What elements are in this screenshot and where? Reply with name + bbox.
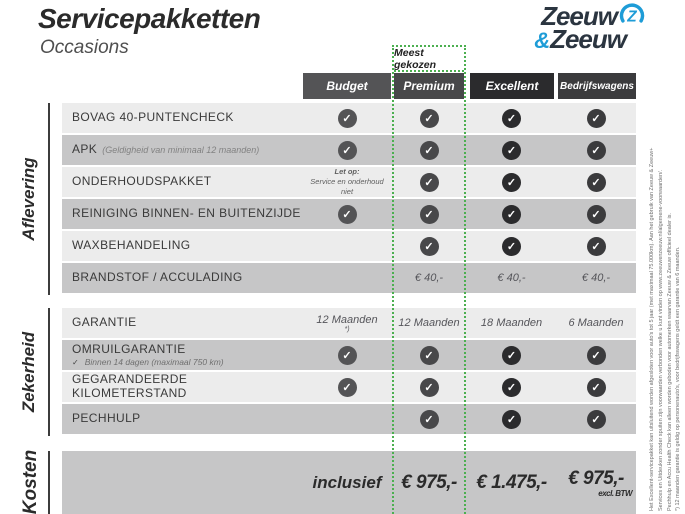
check-icon: ✓ bbox=[502, 378, 521, 397]
package-cell bbox=[391, 346, 467, 365]
check-icon: ✓ bbox=[502, 173, 521, 192]
package-cell bbox=[391, 141, 467, 160]
aflevering-rows bbox=[62, 103, 636, 295]
check-icon: ✓ bbox=[502, 237, 521, 256]
row-note: (Geldigheid van minimaal 12 maanden) bbox=[102, 145, 260, 156]
fineprint bbox=[648, 97, 683, 511]
fineprint-line: Het Excellent-servicepakket kan uitsluitend worden afgesloten voor auto's tot 5 jaar (met maximaal 75.000km). Aan het gebruik van Zeeuw & Zeeuw+ bbox=[649, 147, 655, 511]
check-icon: ✓ bbox=[420, 173, 439, 192]
check-icon: ✓ bbox=[587, 237, 606, 256]
check-icon: ✓ bbox=[420, 141, 439, 160]
package-cell bbox=[467, 410, 556, 429]
package-cell bbox=[303, 141, 391, 160]
fineprint-line: Services en Uitdeuken zonder spuiten zijn voorwaarden verbonden welke u kunt vinden op www.zeeuwenzeeuw.nl/algemene-voorwaarden/. bbox=[657, 169, 664, 511]
check-icon: ✓ bbox=[502, 410, 521, 429]
package-cell bbox=[303, 346, 391, 365]
package-cell bbox=[556, 237, 636, 256]
package-cell bbox=[556, 173, 636, 192]
meest-gekozen-badge: Meest gekozen bbox=[394, 47, 464, 72]
table-row-apk bbox=[62, 135, 636, 165]
table-row-omruilgarantie bbox=[62, 340, 636, 370]
check-icon: ✓ bbox=[502, 205, 521, 224]
package-cell: 12 Maanden *) bbox=[316, 313, 378, 333]
package-cell: 18 Maanden bbox=[480, 317, 543, 329]
package-cell: € 40,- bbox=[414, 272, 444, 284]
package-cell: 12 Maanden bbox=[398, 317, 460, 329]
package-cell bbox=[303, 205, 391, 224]
kosten-premium: € 975,- bbox=[401, 471, 457, 493]
fineprint-line: *) 12 maanden garantie is geldig op personenauto's, voor bedrijfswagens geldt een garantie van 6 maanden. bbox=[675, 246, 682, 511]
section-divider-zekerheid bbox=[48, 308, 50, 436]
package-cell: € 40,- bbox=[581, 272, 611, 284]
package-cell bbox=[556, 205, 636, 224]
row-label: PECHHULP bbox=[72, 411, 141, 426]
check-icon: ✓ bbox=[420, 378, 439, 397]
package-cell bbox=[391, 378, 467, 397]
package-cell bbox=[391, 410, 467, 429]
row-subnote: ✓ Binnen 14 dagen (maximaal 750 km) bbox=[72, 356, 224, 367]
page-title: Servicepakketten bbox=[38, 3, 261, 34]
check-icon: ✓ bbox=[587, 205, 606, 224]
row-label: REINIGING BINNEN- EN BUITENZIJDE bbox=[72, 206, 301, 221]
check-icon: ✓ bbox=[338, 141, 357, 160]
section-divider-aflevering bbox=[48, 103, 50, 295]
row-label: BOVAG 40-PUNTENCHECK bbox=[72, 110, 234, 125]
kosten-excellent: € 1.475,- bbox=[476, 471, 547, 493]
row-label: OMRUILGARANTIE ✓ Binnen 14 dagen (maximaal 750 km) bbox=[62, 343, 303, 368]
column-header-premium: Premium bbox=[394, 73, 464, 99]
package-cell bbox=[556, 410, 636, 429]
check-icon: ✓ bbox=[587, 378, 606, 397]
package-cell bbox=[556, 378, 636, 397]
check-icon: ✓ bbox=[587, 109, 606, 128]
svg-text:Z: Z bbox=[627, 8, 637, 26]
table-row-pechhulp bbox=[62, 404, 636, 434]
logo-word-bottom: Zeeuw bbox=[550, 24, 626, 54]
package-cell bbox=[303, 109, 391, 128]
check-icon: ✓ bbox=[338, 109, 357, 128]
row-label: BRANDSTOF / ACCULADING bbox=[72, 270, 243, 285]
logo-ampersand: & bbox=[534, 28, 551, 53]
zekerheid-rows bbox=[62, 308, 636, 436]
fineprint-line: Pechhulp en Accu Health Check kan alleen worden geboden voor automerken waarvan Zeeuw & Zeeuw officieel dealer is. bbox=[666, 213, 673, 511]
package-cell: Let op: Service en onderhoud niet bbox=[310, 167, 384, 197]
table-row-waxbehandeling bbox=[62, 231, 636, 261]
check-icon: ✓ bbox=[338, 378, 357, 397]
check-icon: ✓ bbox=[420, 109, 439, 128]
package-cell bbox=[556, 141, 636, 160]
table-row-garantie bbox=[62, 308, 636, 338]
column-header-budget: Budget bbox=[303, 73, 391, 99]
check-icon: ✓ bbox=[502, 109, 521, 128]
package-cell bbox=[391, 109, 467, 128]
section-label-kosten: Kosten bbox=[20, 449, 41, 514]
package-cell: € 40,- bbox=[497, 272, 526, 284]
kosten-btw-note: excl. BTW bbox=[598, 488, 632, 498]
section-label-aflevering: Aflevering bbox=[19, 157, 38, 241]
table-row-bovag bbox=[62, 103, 636, 133]
table-row-kosten bbox=[62, 451, 636, 514]
logo-word-top: Zeeuw bbox=[541, 1, 617, 31]
check-icon: ✓ bbox=[587, 173, 606, 192]
package-cell bbox=[391, 205, 467, 224]
package-cell bbox=[391, 173, 467, 192]
column-header-excellent: Excellent bbox=[470, 73, 554, 99]
table-row-onderhoudspakket bbox=[62, 167, 636, 197]
package-cell bbox=[556, 109, 636, 128]
row-label: GARANTIE bbox=[72, 315, 137, 330]
check-icon: ✓ bbox=[502, 346, 521, 365]
check-icon: ✓ bbox=[587, 346, 606, 365]
check-icon: ✓ bbox=[338, 205, 357, 224]
check-icon: ✓ bbox=[420, 410, 439, 429]
zeeuw-en-zeeuw-logo bbox=[512, 2, 646, 54]
check-icon: ✓ bbox=[587, 410, 606, 429]
package-cell bbox=[467, 378, 556, 397]
package-cell bbox=[556, 346, 636, 365]
table-row-reiniging bbox=[62, 199, 636, 229]
kosten-budget: inclusief bbox=[312, 472, 382, 492]
column-header-bedrijfswagens: Bedrijfswagens bbox=[558, 73, 636, 99]
row-label: APK (Geldigheid van minimaal 12 maanden) bbox=[72, 142, 260, 157]
check-icon: ✓ bbox=[420, 237, 439, 256]
check-icon: ✓ bbox=[420, 205, 439, 224]
package-cell bbox=[467, 173, 556, 192]
package-cell bbox=[467, 141, 556, 160]
package-cell bbox=[391, 237, 467, 256]
section-divider-kosten bbox=[48, 451, 50, 514]
table-row-brandstof bbox=[62, 263, 636, 293]
check-icon: ✓ bbox=[420, 346, 439, 365]
page-subtitle: Occasions bbox=[40, 37, 129, 58]
row-label: ONDERHOUDSPAKKET bbox=[72, 174, 212, 189]
check-icon: ✓ bbox=[338, 346, 357, 365]
package-cell bbox=[467, 205, 556, 224]
package-cell: 6 Maanden bbox=[568, 317, 624, 329]
section-label-zekerheid: Zekerheid bbox=[19, 331, 38, 413]
row-label: GEGARANDEERDE KILOMETERSTAND bbox=[72, 372, 188, 400]
package-cell bbox=[303, 378, 391, 397]
package-cell bbox=[467, 346, 556, 365]
package-cell bbox=[467, 237, 556, 256]
kosten-bedrijfswagens: € 975,- excl. BTW bbox=[568, 467, 632, 498]
table-row-kilometerstand bbox=[62, 372, 636, 402]
package-cell bbox=[467, 109, 556, 128]
row-label: WAXBEHANDELING bbox=[72, 238, 191, 253]
check-icon: ✓ bbox=[587, 141, 606, 160]
check-small-icon: ✓ bbox=[72, 357, 79, 367]
check-icon: ✓ bbox=[502, 141, 521, 160]
